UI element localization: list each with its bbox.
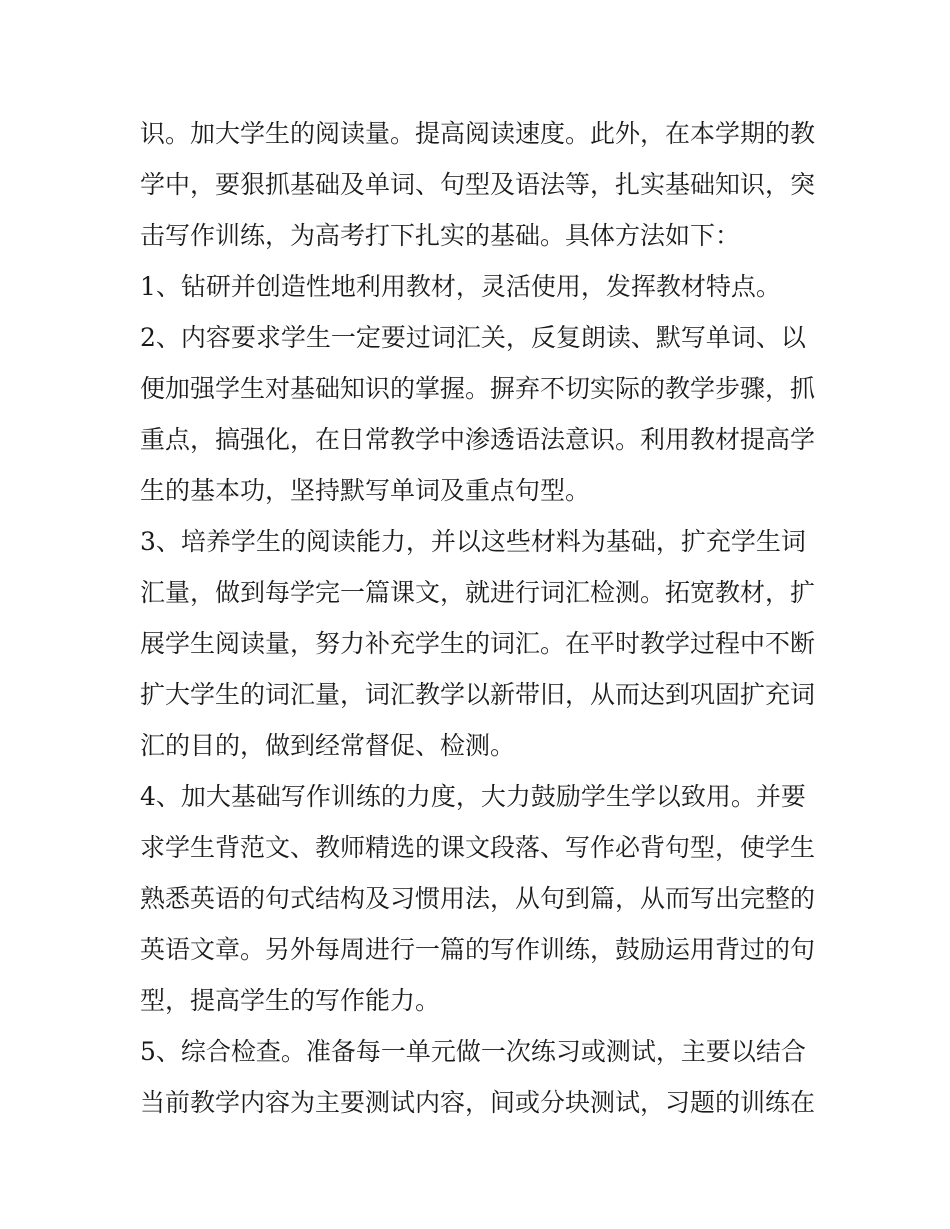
list-item-3-text: 3、培养学生的阅读能力，并以这些材料为基础，扩充学生词: [140, 527, 806, 556]
text-line: 熟悉英语的句式结构及习惯用法，从句到篇，从而写出完整的: [140, 884, 816, 913]
text-line: 当前教学内容为主要测试内容，间或分块测试，习题的训练在: [140, 1088, 816, 1117]
list-item-4-text: 4、加大基础写作训练的力度，大力鼓励学生学以致用。并要: [140, 782, 806, 811]
text-line: 击写作训练，为高考打下扎实的基础。具体方法如下：: [140, 221, 741, 250]
text-line: 重点，搞强化，在日常教学中渗透语法意识。利用教材提高学: [140, 425, 816, 454]
text-line: 求学生背范文、教师精选的课文段落、写作必背句型，使学生: [140, 833, 816, 862]
list-item-1-text: 1、钻研并创造性地利用教材，灵活使用，发挥教材特点。: [140, 272, 781, 301]
text-line: 英语文章。另外每周进行一篇的写作训练，鼓励运用背过的句: [140, 935, 816, 964]
list-item-2-text: 2、内容要求学生一定要过词汇关，反复朗读、默写单词、以: [140, 323, 806, 352]
text-line: 展学生阅读量，努力补充学生的词汇。在平时教学过程中不断: [140, 629, 816, 658]
text-line: 生的基本功，坚持默写单词及重点句型。: [140, 476, 591, 505]
text-line: 扩大学生的词汇量，词汇教学以新带旧，从而达到巩固扩充词: [140, 680, 816, 709]
text-line: 型，提高学生的写作能力。: [140, 986, 441, 1015]
text-line: 汇量，做到每学完一篇课文，就进行词汇检测。拓宽教材，扩: [140, 578, 816, 607]
text-line: 便加强学生对基础知识的掌握。摒弃不切实际的教学步骤，抓: [140, 374, 816, 403]
list-item-5-text: 5、综合检查。准备每一单元做一次练习或测试，主要以结合: [140, 1037, 806, 1066]
text-line: 汇的目的，做到经常督促、检测。: [140, 731, 516, 760]
text-line: 学中，要狠抓基础及单词、句型及语法等，扎实基础知识，突: [140, 170, 816, 199]
document-body-text: [140, 108, 820, 1128]
text-line: 识。加大学生的阅读量。提高阅读速度。此外，在本学期的教: [140, 119, 816, 148]
